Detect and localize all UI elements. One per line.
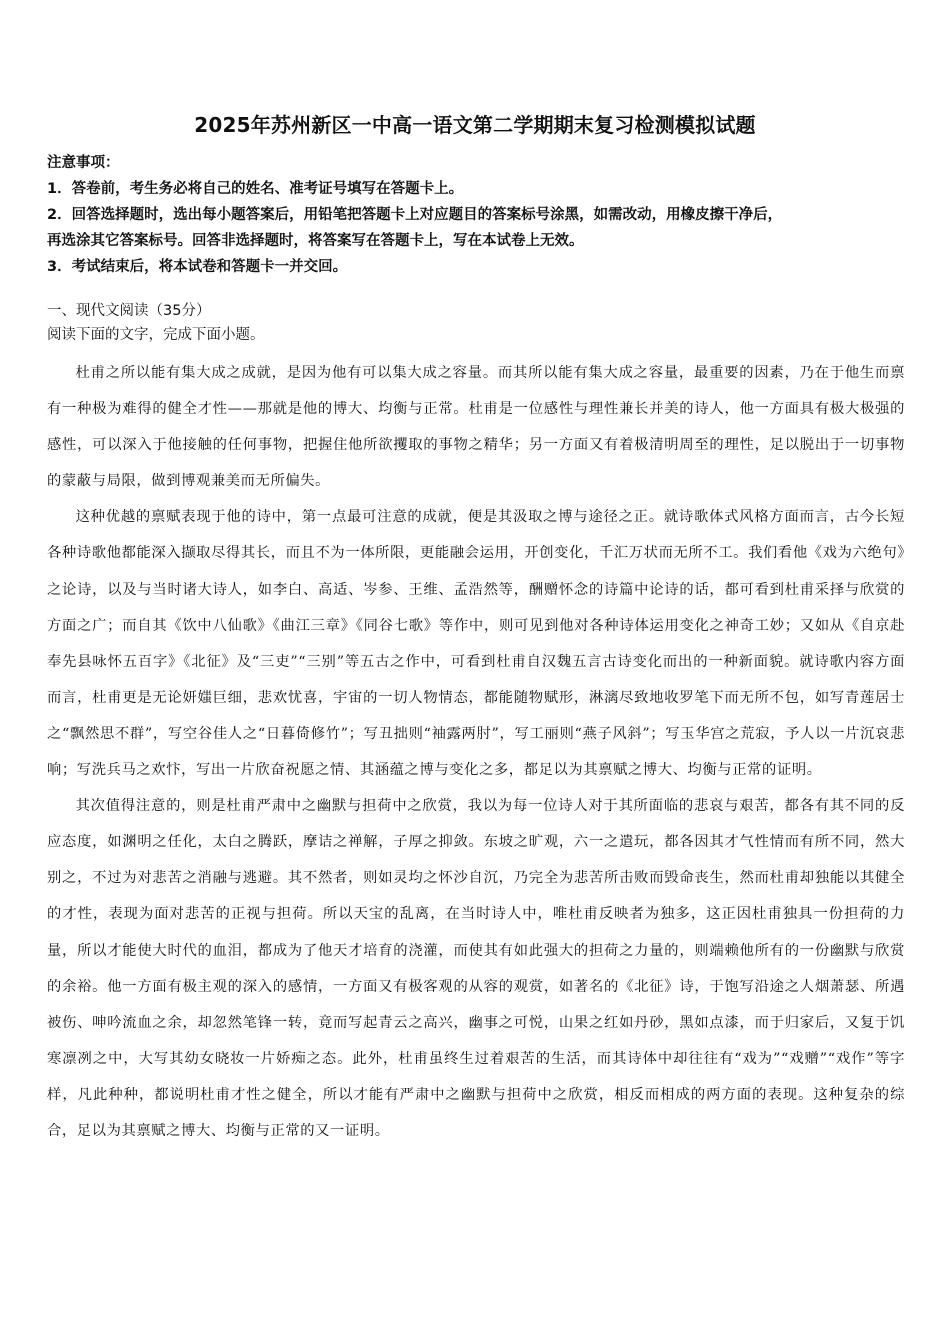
passage-paragraph-3: 其次值得注意的，则是杜甫严肃中之幽默与担荷中之欣赏，我以为每一位诗人对于其所面临的悲哀与艰苦，都各有其不同的反应态度，如渊明之任化，太白之腾跃，摩诘之禅解，子厚之抑敛。东坡之旷观，六一之遣玩，都各因其才气性情而有所不同，然大别之，不过为对悲苦之消融与逃避。其不然者，则如灵均之怀沙自沉，乃完全为悲苦所击败而毁命丧生，然而杜甫却独能以其健全的才性，表现为面对悲苦的正视与担荷。所以天宝的乱离，在当时诗人中，唯杜甫反映者为独多，这正因杜甫独具一份担荷的力量，所以才能使大时代的血泪，都成为了他天才培育的浇灌，而使其有如此强大的担荷之力量的，则端赖他所有的一份幽默与欣赏的余裕。他一方面有极主观的深入的感情，一方面又有极客观的从容的观赏，如著名的《北征》诗，于饱写沿途之人烟萧瑟、所遇被伤、呻吟流血之余，却忽然笔锋一转，竟而写起青云之高兴，幽事之可悦，山果之红如丹砂，黑如点漆，而于归家后，又复于饥寒凛冽之中，大写其幼女晓妆一片娇痴之态。此外，杜甫虽终生过着艰苦的生活，而其诗体中却往往有“戏为”“戏赠”“戏作”等字样，凡此种种，都说明杜甫才性之健全，所以才能有严肃中之幽默与担荷中之欣赏，相反而相成的两方面的表现。这种复杂的综合，足以为其禀赋之博大、均衡与正常的又一证明。 [47,798,905,1139]
notes-heading: 注意事项： [47,155,120,171]
note-item-2-line-2: 再选涂其它答案标号。回答非选择题时，将答案写在答题卡上，写在本试卷上无效。 [47,233,584,249]
note-item-2-line-1: 2．回答选择题时，选出每小题答案后，用铅笔把答题卡上对应题目的答案标号涂黑，如需改动，用橡皮擦干净后， [47,207,783,223]
section-heading: 一、现代文阅读（35分） [47,303,211,319]
exam-title: 2025年苏州新区一中高一语文第二学期期末复习检测模拟试题 [194,113,756,137]
passage-paragraph-2: 这种优越的禀赋表现于他的诗中，第一点最可注意的成就，便是其汲取之博与途径之正。就诗歌体式风格方面而言，古今长短各种诗歌他都能深入撷取尽得其长，而且不为一体所限，更能融会运用，开创变化，千汇万状而无所不工。我们看他《戏为六绝句》之论诗，以及与当时诸大诗人，如李白、高适、岑参、王维、孟浩然等，酬赠怀念的诗篇中论诗的话，都可看到杜甫采择与欣赏的方面之广；而自其《饮中八仙歌》《曲江三章》《同谷七歌》等作中，则可见到他对各种诗体运用变化之神奇工妙；又如从《自京赴奉先县咏怀五百字》《北征》及“三吏”“三别”等五古之作中，可看到杜甫自汉魏五言古诗变化而出的一种新面貌。就诗歌内容方面而言，杜甫更是无论妍媸巨细，悲欢忧喜，宇宙的一切人物情态，都能随物赋形，淋漓尽致地收罗笔下而无所不包，如写青莲居士之“飘然思不群”，写空谷佳人之“日暮倚修竹”；写丑拙则“袖露两肘”，写工丽则“燕子风斜”；写玉华宫之荒寂，予人以一片沉哀悲响；写洗兵马之欢忭，写出一片欣奋祝愿之情、其涵蕴之博与变化之多，都足以为其禀赋之博大、均衡与正常的证明。 [47,509,905,779]
note-item-3: 3．考试结束后，将本试卷和答题卡一并交回。 [47,259,348,275]
notes-block [47,150,907,280]
reading-passage [47,355,905,1149]
section-instruction: 阅读下面的文字，完成下面小题。 [47,327,265,343]
passage-paragraph-1: 杜甫之所以能有集大成之成就，是因为他有可以集大成之容量。而其所以能有集大成之容量，最重要的因素，乃在于他生而禀有一种极为难得的健全才性——那就是他的博大、均衡与正常。杜甫是一位感性与理性兼长并美的诗人，他一方面具有极大极强的感性，可以深入于他接触的任何事物，把握住他所欲攫取的事物之精华；另一方面又有着极清明周至的理性，足以脱出于一切事物的蒙蔽与局限，做到博观兼美而无所偏失。 [47,365,905,490]
note-item-1: 1．答卷前，考生务必将自己的姓名、准考证号填写在答题卡上。 [47,181,464,197]
